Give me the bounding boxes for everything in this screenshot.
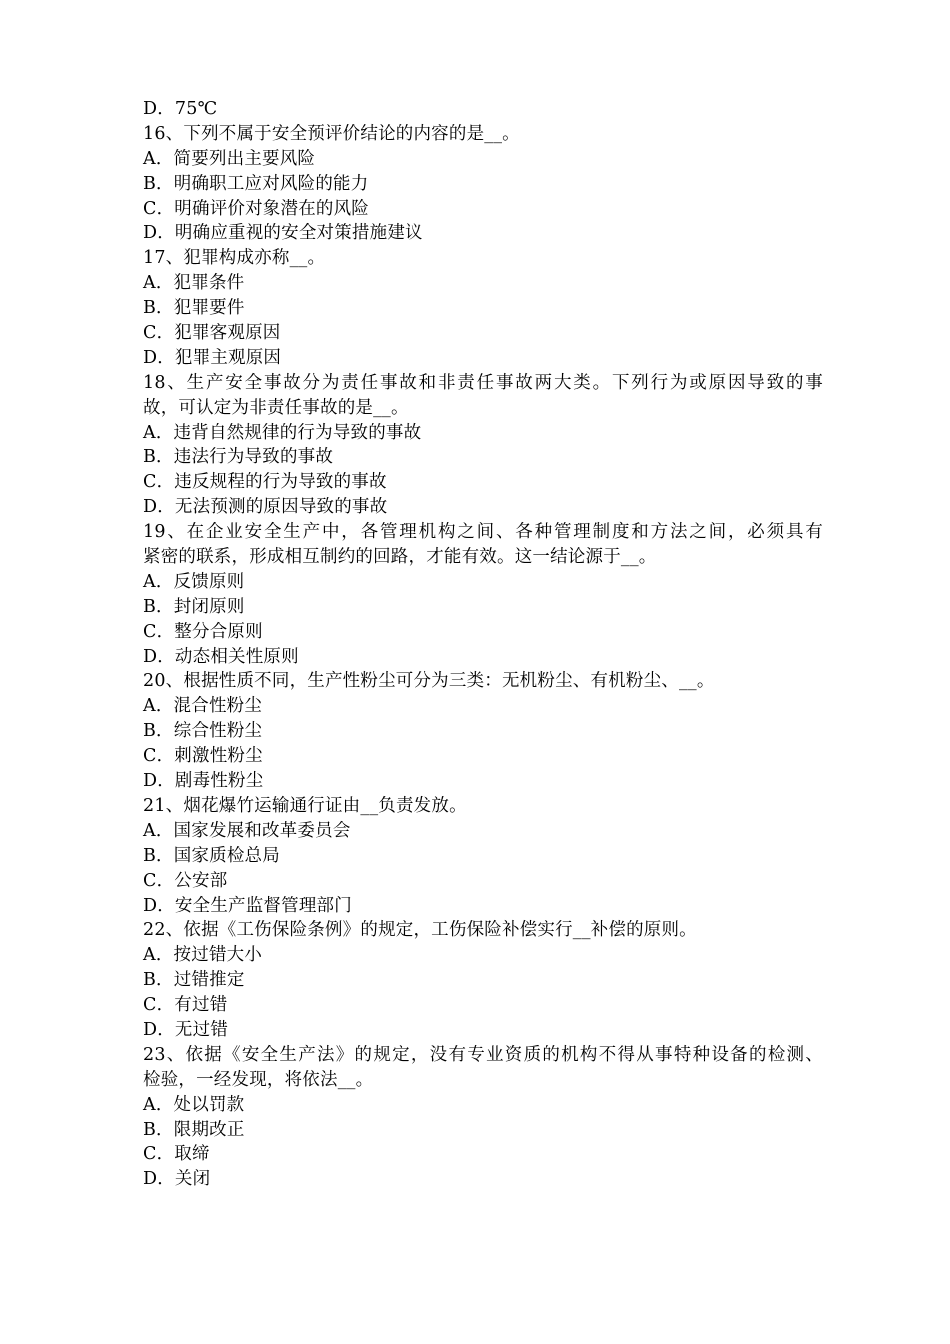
option-a-q18: A．违背自然规律的行为导致的事故: [143, 422, 422, 443]
option-d-q15: D．75℃: [143, 99, 218, 119]
option-b-q23: B．限期改正: [143, 1119, 245, 1140]
option-d-q17: D．犯罪主观原因: [143, 347, 282, 368]
question-18-line-1: 18、生产安全事故分为责任事故和非责任事故两大类。下列行为或原因导致的事: [143, 372, 823, 393]
option-a-q21: A．国家发展和改革委员会: [143, 820, 351, 841]
option-a-q23: A．处以罚款: [143, 1094, 245, 1115]
option-c-q22: C．有过错: [143, 995, 228, 1016]
question-18-line-2: 故，可认定为非责任事故的是__。: [143, 397, 409, 418]
option-d-q22: D．无过错: [143, 1019, 229, 1040]
option-c-q16: C．明确评价对象潜在的风险: [143, 198, 369, 219]
option-b-q20: B．综合性粉尘: [143, 721, 263, 742]
question-19-line-2: 紧密的联系，形成相互制约的回路，才能有效。这一结论源于__。: [143, 547, 657, 568]
option-d-q19: D．动态相关性原则: [143, 646, 299, 667]
question-19-line-1: 19、在企业安全生产中，各管理机构之间、各种管理制度和方法之间，必须具有: [143, 522, 823, 543]
option-d-q16: D．明确应重视的安全对策措施建议: [143, 223, 423, 244]
option-b-q17: B．犯罪要件: [143, 298, 245, 319]
option-b-q21: B．国家质检总局: [143, 845, 280, 866]
option-d-q20: D．剧毒性粉尘: [143, 771, 264, 792]
question-21: 21、烟花爆竹运输通行证由__负责发放。: [143, 795, 467, 816]
question-20: 20、根据性质不同，生产性粉尘可分为三类：无机粉尘、有机粉尘、__。: [143, 671, 715, 692]
document-body: [143, 97, 823, 1192]
option-d-q23: D．关闭: [143, 1169, 211, 1190]
question-22: 22、依据《工伤保险条例》的规定，工伤保险补偿实行__补偿的原则。: [143, 920, 697, 941]
option-a-q20: A．混合性粉尘: [143, 696, 263, 717]
option-b-q16: B．明确职工应对风险的能力: [143, 173, 369, 194]
option-d-q18: D．无法预测的原因导致的事故: [143, 497, 388, 518]
option-a-q19: A．反馈原则: [143, 571, 245, 592]
question-16: 16、下列不属于安全预评价结论的内容的是__。: [143, 123, 520, 144]
question-23-line-1: 23、依据《安全生产法》的规定，没有专业资质的机构不得从事特种设备的检测、: [143, 1044, 823, 1065]
option-d-q21: D．安全生产监督管理部门: [143, 895, 352, 916]
option-c-q21: C．公安部: [143, 870, 228, 891]
option-c-q18: C．违反规程的行为导致的事故: [143, 472, 387, 493]
option-c-q20: C．刺激性粉尘: [143, 746, 263, 767]
option-b-q22: B．过错推定: [143, 970, 245, 991]
option-a-q17: A．犯罪条件: [143, 273, 245, 294]
option-a-q16: A．简要列出主要风险: [143, 148, 316, 169]
option-b-q19: B．封闭原则: [143, 596, 245, 617]
option-a-q22: A．按过错大小: [143, 945, 263, 966]
option-c-q17: C．犯罪客观原因: [143, 323, 281, 344]
option-c-q23: C．取缔: [143, 1144, 210, 1165]
option-c-q19: C．整分合原则: [143, 621, 263, 642]
question-17: 17、犯罪构成亦称__。: [143, 248, 326, 269]
question-23-line-2: 检验，一经发现，将依法__。: [143, 1069, 374, 1090]
option-b-q18: B．违法行为导致的事故: [143, 447, 334, 468]
